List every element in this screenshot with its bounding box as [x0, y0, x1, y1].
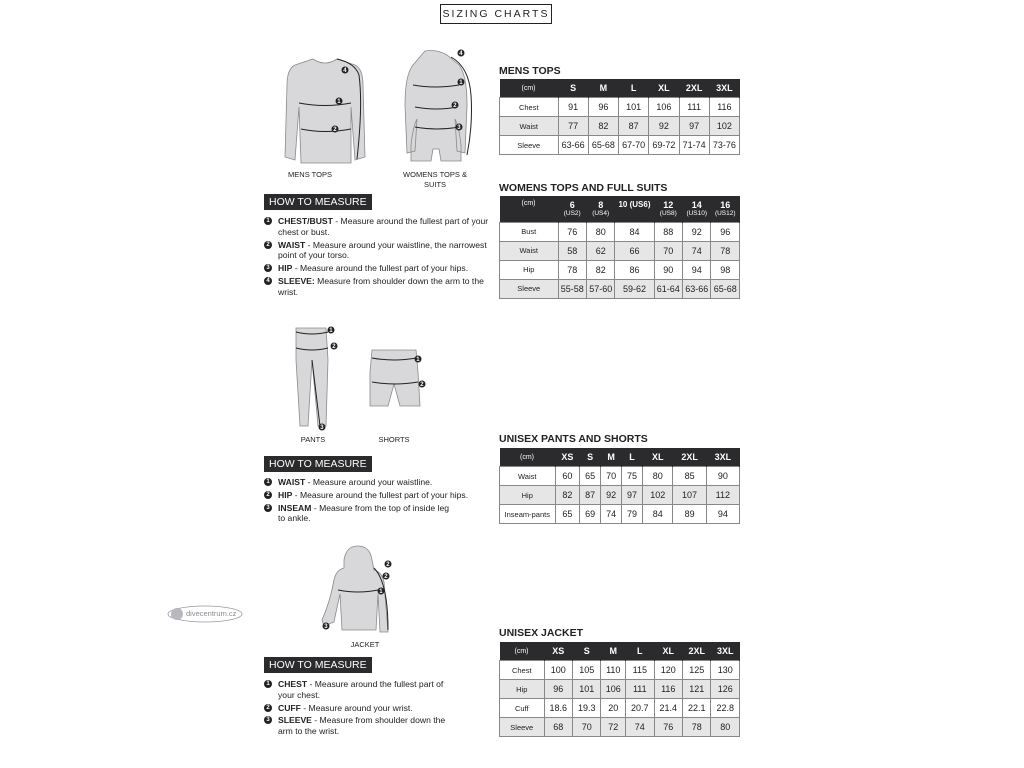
- shorts-figure: [370, 350, 426, 406]
- how-to-measure-pants-heading: HOW TO MEASURE: [264, 456, 372, 472]
- table-row: Hip 78 82 86 90 94 98: [500, 260, 740, 279]
- measure-step: 3 HIP - Measure around the fullest part of your hips.: [264, 263, 500, 274]
- unisex-jacket-title: UNISEX JACKET: [499, 627, 584, 639]
- how-to-measure-tops-heading: HOW TO MEASURE: [264, 194, 372, 210]
- header-cell: 6 (US2): [558, 196, 586, 222]
- svg-text:2: 2: [333, 127, 337, 134]
- header-cell: (cm): [500, 196, 559, 222]
- womens-suit-figure: [405, 50, 472, 162]
- header-cell: XS: [555, 448, 580, 467]
- table-row: Inseam-pants 65 69 74 79 84 89 94: [500, 505, 740, 524]
- header-cell: M: [601, 448, 622, 467]
- unisex-pants-table: [499, 448, 740, 524]
- jacket-figure: [318, 542, 398, 637]
- header-cell: (cm): [500, 448, 556, 467]
- header-cell: 10 (US6): [615, 196, 654, 222]
- page-title: SIZING CHARTS: [440, 4, 552, 24]
- womens-tops-table: [499, 196, 740, 299]
- header-cell: 12 (US8): [654, 196, 682, 222]
- header-cell: 3XL: [706, 448, 739, 467]
- measure-step: 2 CUFF - Measure around your wrist.: [264, 703, 500, 714]
- header-cell: M: [588, 79, 618, 98]
- header-cell: 2XL: [683, 642, 711, 661]
- header-cell: 14 (US10): [683, 196, 711, 222]
- how-to-measure-jacket-heading: HOW TO MEASURE: [264, 657, 372, 673]
- svg-text:1: 1: [416, 357, 420, 364]
- svg-text:2: 2: [386, 562, 390, 569]
- measure-step: 3 INSEAM - Measure from the top of inside leg to ankle.: [264, 503, 500, 525]
- measure-step: 1 CHEST - Measure around the fullest part of your chest.: [264, 679, 500, 701]
- how-to-measure-pants-steps: [264, 477, 500, 526]
- svg-text:2: 2: [420, 382, 424, 389]
- header-cell: L: [622, 448, 643, 467]
- header-cell: XL: [642, 448, 672, 467]
- header-cell: 3XL: [709, 79, 739, 98]
- measure-step: 3 SLEEVE - Measure from shoulder down the arm to the wrist.: [264, 715, 500, 737]
- measure-step: 1 WAIST - Measure around your waistline.: [264, 477, 500, 488]
- header-cell: 3XL: [711, 642, 740, 661]
- table-row: Hip 96 101 106 111 116 121 126: [500, 680, 740, 699]
- mens-tops-table: [499, 79, 740, 155]
- mens-tops-title: MENS TOPS: [499, 65, 561, 77]
- svg-text:2: 2: [384, 574, 388, 581]
- svg-text:1: 1: [379, 589, 383, 596]
- svg-text:1: 1: [329, 328, 333, 335]
- pants-figure: [296, 327, 338, 432]
- measure-step: 2 WAIST - Measure around your waistline, the narrowest point of your torso.: [264, 240, 500, 262]
- header-cell: 2XL: [679, 79, 709, 98]
- svg-text:3: 3: [320, 425, 324, 432]
- womens-tops-caption: WOMENS TOPS & SUITS: [403, 170, 467, 189]
- table-row: Sleeve 68 70 72 74 76 78 80: [500, 718, 740, 737]
- svg-text:2: 2: [453, 103, 457, 110]
- mens-tops-caption: MENS TOPS: [288, 170, 332, 179]
- pants-figures: [280, 320, 440, 435]
- header-cell: L: [619, 79, 649, 98]
- svg-text:3: 3: [324, 624, 328, 631]
- svg-text:1: 1: [337, 99, 341, 106]
- header-cell: XS: [544, 642, 572, 661]
- mens-top-figure: [285, 59, 365, 163]
- how-to-measure-jacket-steps: [264, 679, 500, 739]
- table-row: Bust 76 80 84 88 92 96: [500, 222, 740, 241]
- header-cell: 2XL: [673, 448, 706, 467]
- watermark-logo: divecentrum.cz: [167, 604, 243, 624]
- tops-figures: [255, 45, 485, 180]
- svg-text:1: 1: [459, 80, 463, 87]
- table-row: Sleeve 63-66 65-68 67-70 69-72 71-74 73-76: [500, 136, 740, 155]
- header-cell: 16 (US12): [711, 196, 740, 222]
- unisex-pants-title: UNISEX PANTS AND SHORTS: [499, 433, 648, 445]
- svg-text:4: 4: [459, 51, 463, 58]
- unisex-jacket-table: [499, 642, 740, 737]
- table-row: Hip 82 87 92 97 102 107 112: [500, 486, 740, 505]
- table-row: Waist 77 82 87 92 97 102: [500, 117, 740, 136]
- header-cell: XL: [654, 642, 682, 661]
- shorts-caption: SHORTS: [378, 435, 410, 444]
- header-cell: XL: [649, 79, 679, 98]
- header-cell: 8 (US4): [586, 196, 614, 222]
- table-row: Waist 60 65 70 75 80 85 90: [500, 467, 740, 486]
- header-cell: L: [626, 642, 654, 661]
- table-row: Waist 58 62 66 70 74 78: [500, 241, 740, 260]
- table-row: Sleeve 55-58 57-60 59-62 61-64 63-66 65-68: [500, 279, 740, 298]
- header-cell: S: [580, 448, 601, 467]
- table-row: Chest 91 96 101 106 111 116: [500, 98, 740, 117]
- svg-text:4: 4: [343, 68, 347, 75]
- how-to-measure-tops-steps: [264, 216, 500, 300]
- header-cell: (cm): [500, 642, 545, 661]
- measure-step: 2 HIP - Measure around the fullest part of your hips.: [264, 490, 500, 501]
- womens-tops-title: WOMENS TOPS AND FULL SUITS: [499, 182, 668, 194]
- pants-caption: PANTS: [300, 435, 326, 444]
- table-row: Chest 100 105 110 115 120 125 130: [500, 661, 740, 680]
- measure-step: 4 SLEEVE: Measure from shoulder down the arm to the wrist.: [264, 276, 500, 298]
- header-cell: S: [558, 79, 588, 98]
- header-cell: (cm): [500, 79, 559, 98]
- header-cell: M: [601, 642, 626, 661]
- measure-step: 1 CHEST/BUST - Measure around the fullest part of your chest or bust.: [264, 216, 500, 238]
- svg-text:2: 2: [332, 344, 336, 351]
- svg-text:3: 3: [457, 125, 461, 132]
- header-cell: S: [572, 642, 600, 661]
- jacket-caption: JACKET: [350, 640, 380, 649]
- table-row: Cuff 18.6 19.3 20 20.7 21.4 22.1 22.8: [500, 699, 740, 718]
